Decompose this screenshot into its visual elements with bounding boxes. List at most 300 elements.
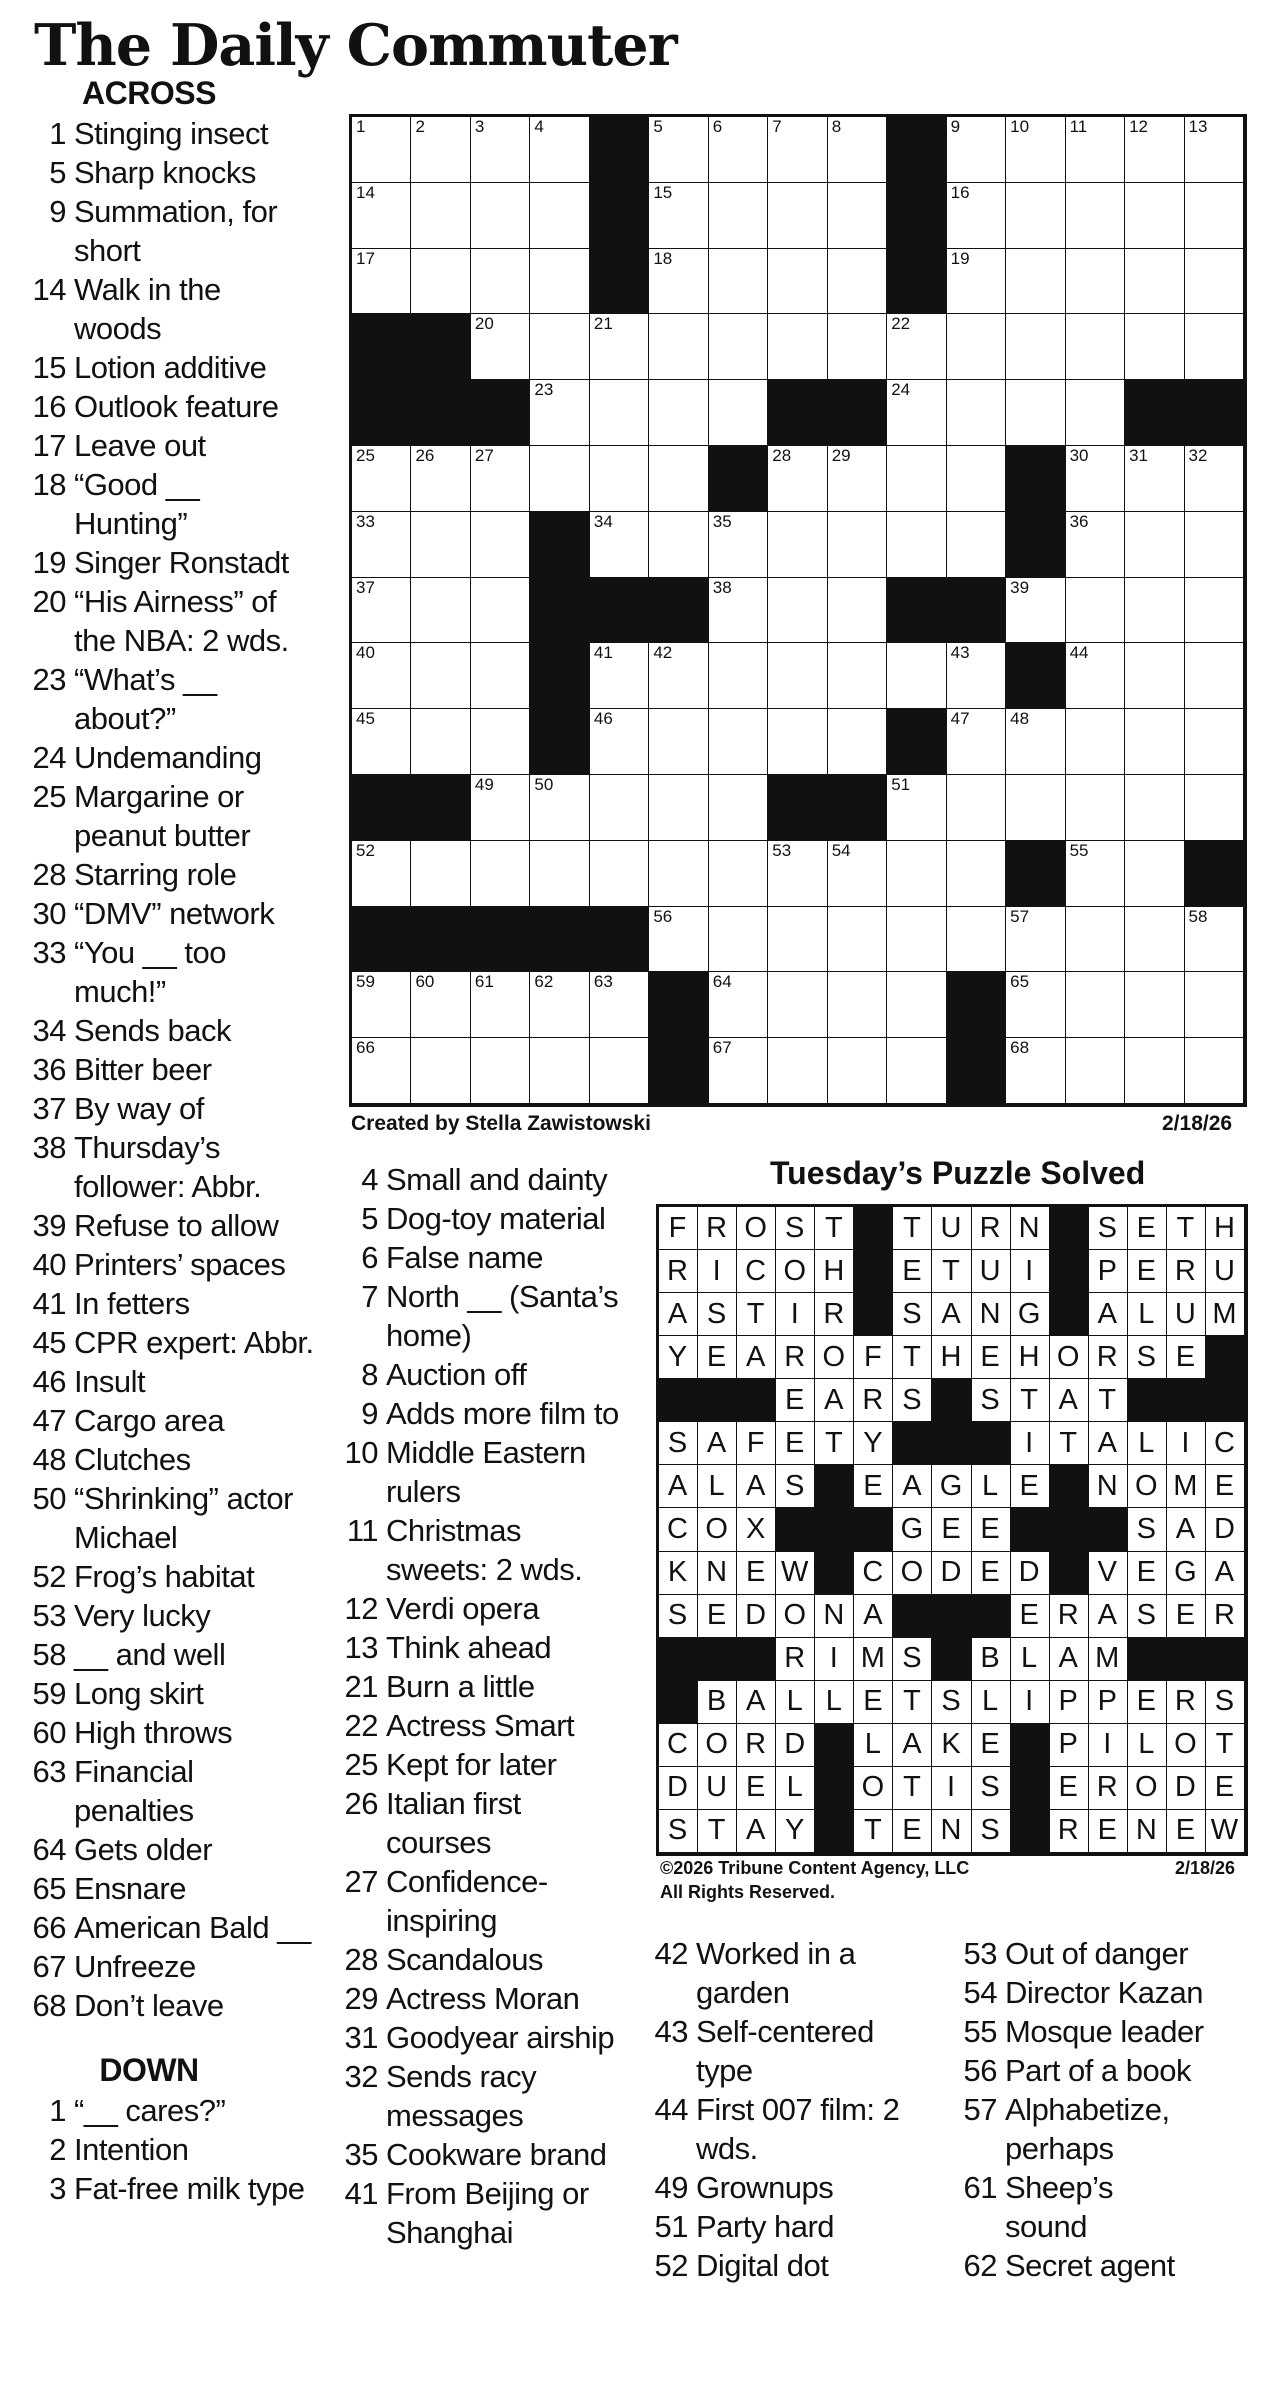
clue-number xyxy=(24,1518,66,1557)
grid-cell[interactable] xyxy=(828,841,887,907)
clue-number: 26 xyxy=(344,1786,378,1821)
grid-cell[interactable] xyxy=(1006,314,1065,380)
grid-cell[interactable] xyxy=(1185,117,1244,183)
grid-cell[interactable] xyxy=(411,578,470,644)
grid-cell[interactable] xyxy=(1125,117,1184,183)
clue-text: From Beijing or xyxy=(386,2176,589,2211)
grid-cell[interactable] xyxy=(471,841,530,907)
grid-cell[interactable] xyxy=(1185,314,1244,380)
clue-text: Sheep’s xyxy=(1005,2170,1113,2205)
solution-letter: P xyxy=(1097,1254,1118,1287)
grid-cell[interactable] xyxy=(471,117,530,183)
grid-cell[interactable] xyxy=(1185,1038,1244,1104)
grid-cell[interactable] xyxy=(352,249,411,315)
solution-cell xyxy=(854,1638,893,1681)
grid-cell[interactable] xyxy=(709,117,768,183)
cell-number: 39 xyxy=(1010,577,1030,597)
grid-cell[interactable] xyxy=(1066,249,1125,315)
cell-number: 5 xyxy=(653,117,663,136)
grid-cell[interactable] xyxy=(590,1038,649,1104)
grid-cell[interactable] xyxy=(1185,183,1244,249)
grid-cell[interactable] xyxy=(1185,512,1244,578)
grid-cell[interactable] xyxy=(1185,709,1244,775)
grid-cell[interactable] xyxy=(530,249,589,315)
grid-cell[interactable] xyxy=(530,314,589,380)
solution-cell xyxy=(698,1681,737,1724)
grid-cell[interactable] xyxy=(1185,578,1244,644)
grid-cell[interactable] xyxy=(1066,578,1125,644)
grid-cell[interactable] xyxy=(828,1038,887,1104)
grid-cell[interactable] xyxy=(828,643,887,709)
grid-cell[interactable] xyxy=(649,512,708,578)
clue-line xyxy=(24,777,324,816)
clue-number: 32 xyxy=(344,2059,378,2094)
clue-line xyxy=(24,1908,324,1947)
grid-cell[interactable] xyxy=(411,446,470,512)
grid-cell[interactable] xyxy=(1006,380,1065,446)
clue-number: 25 xyxy=(32,779,66,814)
grid-cell[interactable] xyxy=(947,183,1006,249)
black-square xyxy=(854,1207,893,1250)
clue-number xyxy=(24,1167,66,1206)
black-square xyxy=(1011,1810,1050,1853)
grid-cell[interactable] xyxy=(411,512,470,578)
grid-cell[interactable] xyxy=(887,841,946,907)
grid-cell[interactable] xyxy=(352,1038,411,1104)
solution-cell xyxy=(1128,1250,1167,1293)
solution-letter: Y xyxy=(863,1426,884,1459)
grid-cell[interactable] xyxy=(709,709,768,775)
grid-cell[interactable] xyxy=(828,972,887,1038)
clue-line xyxy=(336,2057,656,2096)
grid-cell[interactable] xyxy=(828,907,887,973)
clue-line xyxy=(24,621,324,660)
grid-cell[interactable] xyxy=(1125,578,1184,644)
solution-letter: O xyxy=(783,1599,807,1632)
grid-cell[interactable] xyxy=(471,249,530,315)
solution-letter: U xyxy=(940,1211,963,1244)
clue-text: In fetters xyxy=(74,1286,190,1321)
grid-cell[interactable] xyxy=(1066,1038,1125,1104)
grid-cell[interactable] xyxy=(590,709,649,775)
grid-cell[interactable] xyxy=(887,512,946,578)
clue-line xyxy=(24,1362,324,1401)
cell-number: 24 xyxy=(891,380,911,400)
grid-cell[interactable] xyxy=(1125,775,1184,841)
solution-cell xyxy=(1089,1767,1128,1810)
grid-cell[interactable] xyxy=(768,1038,827,1104)
grid-cell[interactable] xyxy=(411,117,470,183)
grid-cell[interactable] xyxy=(1125,249,1184,315)
solution-letter: K xyxy=(941,1728,962,1761)
grid-cell[interactable] xyxy=(947,643,1006,709)
grid-cell[interactable] xyxy=(352,183,411,249)
grid-cell[interactable] xyxy=(828,249,887,315)
solution-letter: A xyxy=(863,1599,884,1632)
clue-line xyxy=(336,1199,656,1238)
clue-number: 55 xyxy=(963,2014,997,2049)
clue-number: 9 xyxy=(49,194,66,229)
black-square xyxy=(828,380,887,446)
grid-cell[interactable] xyxy=(649,643,708,709)
grid-cell[interactable] xyxy=(649,249,708,315)
clue-number: 25 xyxy=(344,1747,378,1782)
clue-line xyxy=(336,1472,656,1511)
solution-cell xyxy=(893,1681,932,1724)
solution-letter: R xyxy=(745,1728,768,1761)
grid-cell[interactable] xyxy=(828,117,887,183)
solution-letter: T xyxy=(1059,1426,1079,1459)
grid-cell[interactable] xyxy=(471,643,530,709)
solution-letter: W xyxy=(1210,1814,1240,1847)
grid-cell[interactable] xyxy=(1066,972,1125,1038)
grid-cell[interactable] xyxy=(709,972,768,1038)
grid-cell[interactable] xyxy=(1006,578,1065,644)
black-square xyxy=(1167,1638,1206,1681)
solution-cell xyxy=(815,1595,854,1638)
grid-cell[interactable] xyxy=(1006,972,1065,1038)
grid-cell[interactable] xyxy=(1125,709,1184,775)
grid-cell[interactable] xyxy=(411,249,470,315)
clue-text: Printers’ spaces xyxy=(74,1247,286,1282)
grid-cell[interactable] xyxy=(590,446,649,512)
clue-text: Adds more film to xyxy=(386,1396,619,1431)
grid-cell[interactable] xyxy=(709,775,768,841)
grid-cell[interactable] xyxy=(1066,117,1125,183)
grid-cell[interactable] xyxy=(590,512,649,578)
grid-cell[interactable] xyxy=(1066,512,1125,578)
clue-line xyxy=(24,1986,324,2025)
cell-number: 26 xyxy=(415,446,435,465)
clue-number: 50 xyxy=(32,1481,66,1516)
clue-line xyxy=(336,1628,656,1667)
clue-number: 67 xyxy=(32,1949,66,1984)
grid-cell[interactable] xyxy=(828,314,887,380)
clue-number: 3 xyxy=(49,2171,66,2206)
grid-cell[interactable] xyxy=(1006,183,1065,249)
grid-cell[interactable] xyxy=(590,380,649,446)
cell-number: 11 xyxy=(1069,117,1088,136)
grid-cell[interactable] xyxy=(1006,775,1065,841)
grid-cell[interactable] xyxy=(590,643,649,709)
grid-cell[interactable] xyxy=(1125,446,1184,512)
clue-text: Verdi opera xyxy=(386,1591,540,1626)
grid-cell[interactable] xyxy=(649,380,708,446)
grid-cell[interactable] xyxy=(768,907,827,973)
grid-cell[interactable] xyxy=(530,117,589,183)
grid-cell[interactable] xyxy=(947,117,1006,183)
grid-cell[interactable] xyxy=(1006,249,1065,315)
grid-cell[interactable] xyxy=(887,380,946,446)
clue-line xyxy=(646,2051,946,2090)
cell-number: 22 xyxy=(891,314,911,334)
clue-text: rulers xyxy=(386,1474,461,1509)
clue-number: 56 xyxy=(963,2053,997,2088)
grid-cell[interactable] xyxy=(1125,1038,1184,1104)
clue-line xyxy=(336,1511,656,1550)
grid-cell[interactable] xyxy=(411,643,470,709)
cell-number: 29 xyxy=(831,446,851,465)
solution-letter: E xyxy=(980,1556,1001,1589)
grid-cell[interactable] xyxy=(709,380,768,446)
grid-cell[interactable] xyxy=(887,775,946,841)
grid-cell[interactable] xyxy=(709,183,768,249)
grid-cell[interactable] xyxy=(1125,643,1184,709)
grid-cell[interactable] xyxy=(947,907,1006,973)
grid-cell[interactable] xyxy=(1066,183,1125,249)
solution-cell xyxy=(932,1681,971,1724)
grid-cell[interactable] xyxy=(1066,775,1125,841)
grid-cell[interactable] xyxy=(530,380,589,446)
clue-text: Sends racy xyxy=(386,2059,537,2094)
grid-cell[interactable] xyxy=(530,775,589,841)
grid-cell[interactable] xyxy=(768,709,827,775)
black-square xyxy=(1050,1552,1089,1595)
solution-letter: M xyxy=(1212,1297,1238,1330)
grid-cell[interactable] xyxy=(1125,907,1184,973)
crossword-grid[interactable] xyxy=(349,114,1247,1107)
clue-number: 34 xyxy=(32,1013,66,1048)
clue-number xyxy=(336,1316,378,1355)
grid-cell[interactable] xyxy=(828,183,887,249)
grid-cell[interactable] xyxy=(530,1038,589,1104)
grid-cell[interactable] xyxy=(590,775,649,841)
grid-cell[interactable] xyxy=(649,314,708,380)
grid-cell[interactable] xyxy=(649,446,708,512)
grid-cell[interactable] xyxy=(1066,446,1125,512)
grid-cell[interactable] xyxy=(590,972,649,1038)
grid-cell[interactable] xyxy=(649,183,708,249)
solution-cell xyxy=(698,1336,737,1379)
grid-cell[interactable] xyxy=(768,117,827,183)
clue-line xyxy=(336,1784,656,1823)
cell-number: 18 xyxy=(653,248,673,268)
grid-cell[interactable] xyxy=(471,512,530,578)
solution-cell xyxy=(776,1207,815,1250)
grid-cell[interactable] xyxy=(709,578,768,644)
grid-cell[interactable] xyxy=(709,512,768,578)
grid-cell[interactable] xyxy=(709,1038,768,1104)
grid-cell[interactable] xyxy=(471,1038,530,1104)
grid-cell[interactable] xyxy=(1125,972,1184,1038)
grid-cell[interactable] xyxy=(768,249,827,315)
rights-line: All Rights Reserved. xyxy=(660,1882,836,1902)
grid-cell[interactable] xyxy=(768,446,827,512)
solution-letter: T xyxy=(903,1211,922,1244)
grid-cell[interactable] xyxy=(1185,446,1244,512)
clue-text: garden xyxy=(696,1975,790,2010)
solution-cell xyxy=(1089,1336,1128,1379)
grid-cell[interactable] xyxy=(471,314,530,380)
black-square xyxy=(1089,1508,1128,1551)
grid-cell[interactable] xyxy=(887,446,946,512)
clue-number: 64 xyxy=(32,1832,66,1867)
grid-cell[interactable] xyxy=(352,972,411,1038)
grid-cell[interactable] xyxy=(768,643,827,709)
grid-cell[interactable] xyxy=(1185,775,1244,841)
grid-cell[interactable] xyxy=(947,841,1006,907)
grid-cell[interactable] xyxy=(709,643,768,709)
grid-cell[interactable] xyxy=(590,841,649,907)
grid-cell[interactable] xyxy=(1185,972,1244,1038)
grid-cell[interactable] xyxy=(1006,709,1065,775)
clue-line xyxy=(336,1862,656,1901)
grid-cell[interactable] xyxy=(828,709,887,775)
grid-cell[interactable] xyxy=(530,446,589,512)
grid-cell[interactable] xyxy=(1066,907,1125,973)
grid-cell[interactable] xyxy=(411,841,470,907)
solution-cell xyxy=(815,1336,854,1379)
clue-text: American Bald __ xyxy=(74,1910,311,1945)
grid-cell[interactable] xyxy=(947,249,1006,315)
grid-cell[interactable] xyxy=(411,183,470,249)
cell-number: 25 xyxy=(356,446,375,465)
black-square xyxy=(1050,1508,1089,1551)
grid-cell[interactable] xyxy=(887,907,946,973)
grid-cell[interactable] xyxy=(768,578,827,644)
solution-letter: A xyxy=(1175,1512,1197,1545)
grid-cell[interactable] xyxy=(352,446,411,512)
clue-line xyxy=(336,2018,656,2057)
grid-cell[interactable] xyxy=(649,117,708,183)
grid-cell[interactable] xyxy=(947,314,1006,380)
clue-text: Lotion additive xyxy=(74,350,267,385)
grid-cell[interactable] xyxy=(1125,841,1184,907)
solution-cell xyxy=(659,1810,698,1853)
grid-cell[interactable] xyxy=(947,775,1006,841)
grid-cell[interactable] xyxy=(1066,380,1125,446)
grid-cell[interactable] xyxy=(1125,512,1184,578)
solution-letter: E xyxy=(1175,1814,1197,1847)
grid-cell[interactable] xyxy=(649,775,708,841)
solution-cell xyxy=(698,1207,737,1250)
cell-number: 6 xyxy=(712,117,723,136)
solution-letter: E xyxy=(1136,1211,1157,1244)
clue-text: Italian first xyxy=(386,1786,521,1821)
grid-cell[interactable] xyxy=(352,512,411,578)
clue-text: Actress Smart xyxy=(386,1708,575,1743)
grid-cell[interactable] xyxy=(471,709,530,775)
grid-cell[interactable] xyxy=(1125,314,1184,380)
grid-cell[interactable] xyxy=(471,972,530,1038)
grid-cell[interactable] xyxy=(530,183,589,249)
solution-letter: N xyxy=(1135,1814,1158,1847)
grid-cell[interactable] xyxy=(411,709,470,775)
grid-cell[interactable] xyxy=(947,512,1006,578)
grid-cell[interactable] xyxy=(471,578,530,644)
grid-cell[interactable] xyxy=(411,1038,470,1104)
clue-number xyxy=(336,1901,378,1940)
clue-line xyxy=(24,933,324,972)
grid-cell[interactable] xyxy=(768,841,827,907)
solution-letter: C xyxy=(862,1556,885,1589)
grid-cell[interactable] xyxy=(1185,643,1244,709)
black-square xyxy=(776,1508,815,1551)
grid-cell[interactable] xyxy=(1066,709,1125,775)
solution-cell xyxy=(1206,1552,1245,1595)
grid-cell[interactable] xyxy=(768,314,827,380)
solution-letter: M xyxy=(1095,1642,1121,1675)
grid-cell[interactable] xyxy=(947,709,1006,775)
solution-letter: S xyxy=(785,1469,806,1502)
grid-cell[interactable] xyxy=(1185,249,1244,315)
clue-text: Director Kazan xyxy=(1005,1975,1204,2010)
grid-cell[interactable] xyxy=(828,512,887,578)
cell-number: 21 xyxy=(593,314,613,334)
black-square xyxy=(1050,1293,1089,1336)
grid-cell[interactable] xyxy=(352,709,411,775)
solution-cell xyxy=(737,1293,776,1336)
grid-cell[interactable] xyxy=(709,249,768,315)
grid-cell[interactable] xyxy=(471,775,530,841)
cell-number: 64 xyxy=(712,972,732,992)
grid-cell[interactable] xyxy=(530,972,589,1038)
grid-cell[interactable] xyxy=(709,841,768,907)
grid-cell[interactable] xyxy=(1006,1038,1065,1104)
grid-cell[interactable] xyxy=(887,1038,946,1104)
grid-cell[interactable] xyxy=(887,643,946,709)
grid-cell[interactable] xyxy=(768,512,827,578)
clue-line xyxy=(24,582,324,621)
grid-cell[interactable] xyxy=(411,972,470,1038)
grid-cell[interactable] xyxy=(1006,907,1065,973)
grid-cell[interactable] xyxy=(947,380,1006,446)
clue-text: Scandalous xyxy=(386,1942,544,1977)
grid-cell[interactable] xyxy=(352,643,411,709)
grid-cell[interactable] xyxy=(1066,314,1125,380)
solution-letter: E xyxy=(1058,1771,1079,1804)
grid-cell[interactable] xyxy=(649,709,708,775)
grid-cell[interactable] xyxy=(649,841,708,907)
grid-cell[interactable] xyxy=(1185,907,1244,973)
grid-cell[interactable] xyxy=(352,117,411,183)
grid-cell[interactable] xyxy=(887,314,946,380)
grid-cell[interactable] xyxy=(471,183,530,249)
black-square xyxy=(815,1465,854,1508)
grid-cell[interactable] xyxy=(1066,841,1125,907)
grid-cell[interactable] xyxy=(352,578,411,644)
grid-cell[interactable] xyxy=(887,972,946,1038)
solution-cell xyxy=(1128,1810,1167,1853)
grid-cell[interactable] xyxy=(768,972,827,1038)
grid-cell[interactable] xyxy=(709,314,768,380)
grid-cell[interactable] xyxy=(649,907,708,973)
cell-number: 4 xyxy=(534,117,544,136)
grid-cell[interactable] xyxy=(1006,117,1065,183)
grid-cell[interactable] xyxy=(828,578,887,644)
clue-line xyxy=(24,1674,324,1713)
clue-number: 12 xyxy=(344,1591,378,1626)
credit-line: Created by Stella Zawistowski xyxy=(351,1112,651,1135)
clue-number: 22 xyxy=(344,1708,378,1743)
clue-line xyxy=(24,1050,324,1089)
black-square xyxy=(893,1422,932,1465)
grid-cell[interactable] xyxy=(947,446,1006,512)
grid-cell[interactable] xyxy=(1066,643,1125,709)
clue-number xyxy=(336,2096,378,2135)
grid-cell[interactable] xyxy=(530,841,589,907)
grid-cell[interactable] xyxy=(352,841,411,907)
solution-cell xyxy=(698,1422,737,1465)
grid-cell[interactable] xyxy=(768,183,827,249)
grid-cell[interactable] xyxy=(828,446,887,512)
grid-cell[interactable] xyxy=(471,446,530,512)
grid-cell[interactable] xyxy=(590,314,649,380)
grid-cell[interactable] xyxy=(1125,183,1184,249)
grid-cell[interactable] xyxy=(709,907,768,973)
cell-number: 8 xyxy=(831,117,842,136)
clue-line xyxy=(336,1706,656,1745)
